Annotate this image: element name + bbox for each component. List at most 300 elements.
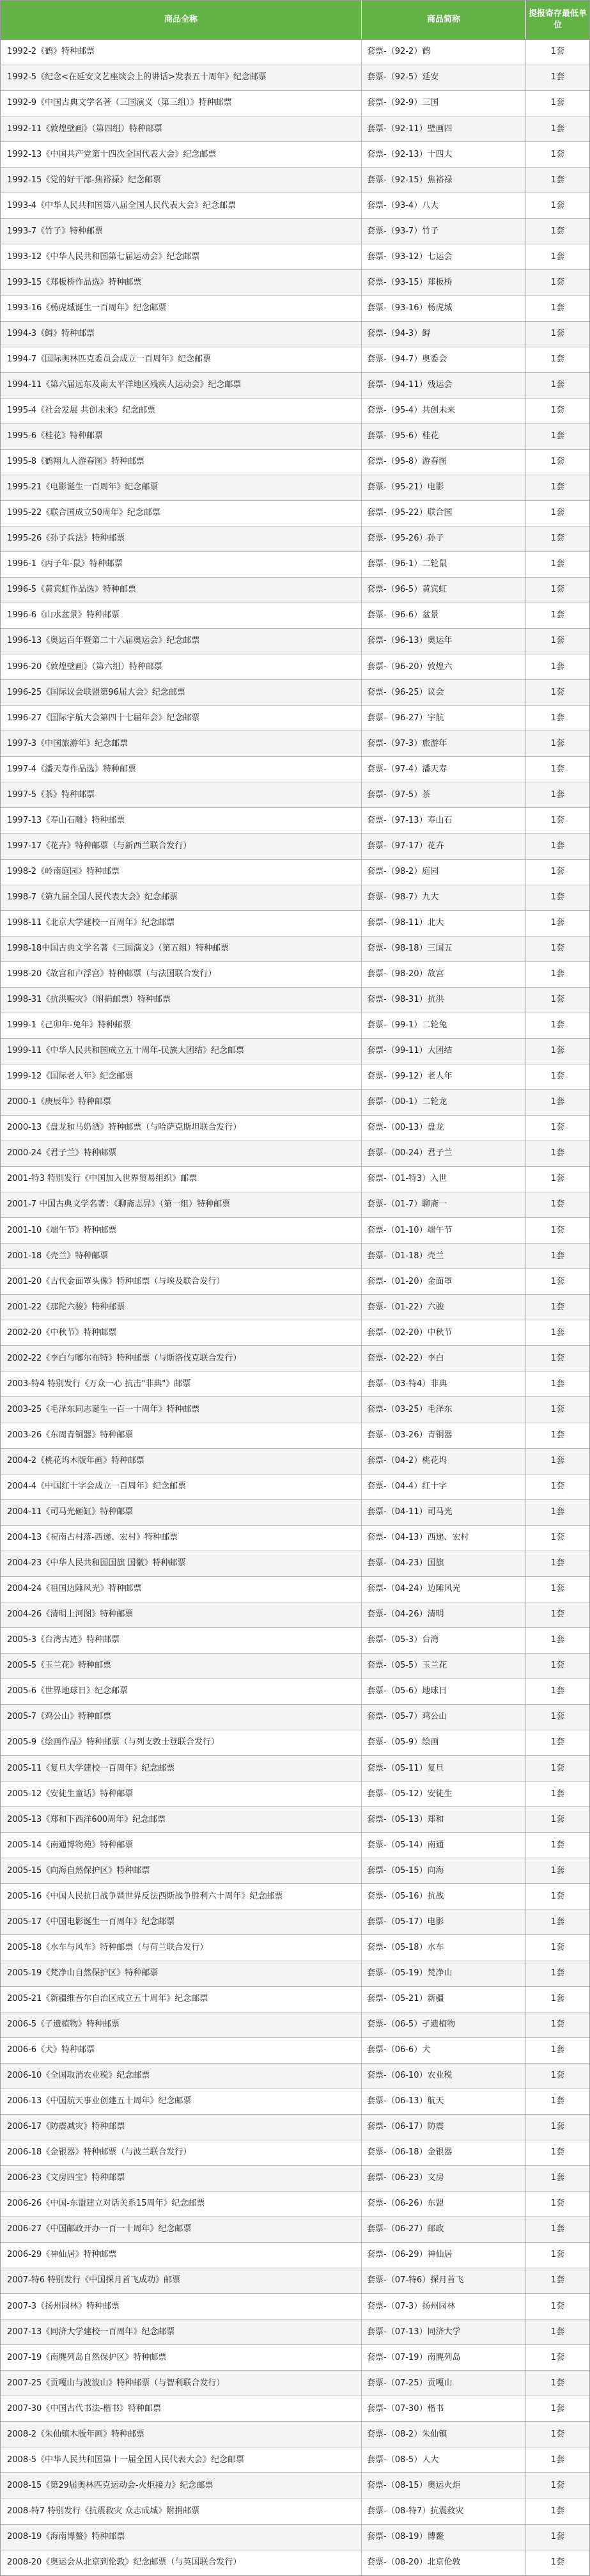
cell-product-name: 1992-5《纪念<在延安文艺座谈会上的讲话>发表五十周年》纪念邮票 [1,65,362,90]
cell-product-name: 1992-15《党的好干部-焦裕禄》纪念邮票 [1,168,362,193]
cell-product-short-name: 套票-（96-20）敦煌六 [362,654,526,679]
cell-min-unit: 1套 [550,1635,565,1645]
table-row [1,2268,589,2294]
cell-product-short-name: 套票-（97-5）茶 [362,782,526,807]
cell-min-unit: 1套 [550,47,565,57]
table-row [1,219,589,244]
cell-min-unit: 1套 [550,2429,565,2439]
table-row [1,475,589,501]
cell-min-unit: 1套 [550,1404,565,1414]
cell-product-name: 1996-5《黄宾虹作品选》特种邮票 [1,578,362,603]
column-header-name: 商品全称 [1,1,362,39]
cell-product-name: 2007-25《贡嘎山与波波山》特种邮票（与智利联合发行） [1,2371,362,2396]
table-row [1,885,589,911]
cell-min-unit: 1套 [550,969,565,979]
cell-product-name: 1996-20《敦煌壁画》（第六组）特种邮票 [1,654,362,679]
cell-product-short-name: 套票-（98-7）九大 [362,885,526,910]
cell-product-short-name: 套票-（07-特6）探月首飞 [362,2268,526,2293]
cell-product-name: 2001-10《端午节》特种邮票 [1,1218,362,1243]
cell-min-unit: 1套 [550,1455,565,1466]
table-row [1,578,589,603]
cell-product-short-name: 套票-（06-29）神仙居 [362,2243,526,2268]
cell-min-unit: 1套 [550,1225,565,1235]
cell-product-name: 1996-13《奥运百年暨第二十六届奥运会》纪念邮票 [1,629,362,654]
cell-min-unit: 1套 [550,764,565,774]
cell-min-unit: 1套 [550,2096,565,2106]
cell-product-name: 2001-20《古代金面罩头像》特种邮票（与埃及联合发行） [1,1269,362,1294]
cell-product-short-name: 套票-（01-7）聊斋一 [362,1192,526,1217]
cell-product-short-name: 套票-（06-18）金银器 [362,2140,526,2165]
table-row [1,1141,589,1167]
cell-product-name: 1999-1《己卯年-兔年》特种邮票 [1,1013,362,1038]
cell-product-short-name: 套票-（06-6）犬 [362,2038,526,2063]
cell-product-name: 1992-11《敦煌壁画》（第四组）特种邮票 [1,116,362,141]
cell-product-name: 2005-7《鸡公山》特种邮票 [1,1705,362,1730]
table-row [1,2396,589,2422]
cell-min-unit: 1套 [550,1968,565,1978]
cell-min-unit: 1套 [550,2403,565,2414]
cell-product-name: 1998-11《北京大学建校一百周年》纪念邮票 [1,911,362,936]
cell-product-short-name: 套票-（08-2）朱仙镇 [362,2422,526,2447]
table-row [1,373,589,399]
cell-product-name: 2004-4《中国红十字会成立一百周年》纪念邮票 [1,1474,362,1499]
cell-product-short-name: 套票-（03-25）毛泽东 [362,1397,526,1422]
cell-product-short-name: 套票-（05-5）玉兰花 [362,1654,526,1679]
table-row [1,2345,589,2371]
table-row [1,782,589,808]
cell-min-unit: 1套 [550,431,565,441]
cell-product-name: 1998-2《岭南庭园》特种邮票 [1,860,362,885]
cell-product-name: 2001-22《那陀六骏》特种邮票 [1,1295,362,1320]
cell-product-short-name: 套票-（01-18）壳兰 [362,1244,526,1268]
cell-product-name: 2005-3《台湾古迹》特种邮票 [1,1628,362,1653]
table-row [1,911,589,936]
table-row [1,1884,589,1909]
cell-product-name: 1997-4《潘天寿作品选》特种邮票 [1,757,362,782]
cell-product-short-name: 套票-（03-特4）非典 [362,1371,526,1396]
cell-product-short-name: 套票-（02-20）中秋节 [362,1320,526,1345]
cell-min-unit: 1套 [550,1148,565,1158]
cell-product-name: 2007-13《同济大学建校一百周年》纪念邮票 [1,2319,362,2344]
cell-product-short-name: 套票-（96-6）盆景 [362,603,526,628]
cell-product-name: 2004-23《中华人民共和国国旗 国徽》特种邮票 [1,1551,362,1576]
table-row [1,2550,589,2575]
table-row [1,654,589,680]
cell-min-unit: 1套 [550,533,565,544]
table-row [1,244,589,270]
cell-product-name: 1997-3《中国旅游年》纪念邮票 [1,731,362,756]
cell-product-name: 1994-11《第六届远东及南太平洋地区残疾人运动会》纪念邮票 [1,373,362,398]
cell-min-unit: 1套 [550,1302,565,1312]
cell-min-unit: 1套 [550,1789,565,1799]
cell-product-name: 2006-27《中国邮政开办一百一十周年》纪念邮票 [1,2217,362,2242]
cell-product-short-name: 套票-（04-26）清明 [362,1602,526,1627]
cell-product-short-name: 套票-（95-21）电影 [362,475,526,500]
table-row [1,706,589,731]
cell-min-unit: 1套 [550,98,565,108]
cell-product-name: 2005-9《绘画作品》特种邮票（与列支敦士登联合发行） [1,1730,362,1755]
column-header-short: 商品简称 [362,1,526,39]
cell-min-unit: 1套 [550,1071,565,1082]
cell-product-short-name: 套票-（92-15）焦裕禄 [362,168,526,193]
cell-min-unit: 1套 [550,1763,565,1773]
cell-product-name: 1994-3《鲟》特种邮票 [1,322,362,347]
cell-min-unit: 1套 [550,1584,565,1594]
table-row [1,65,589,91]
cell-product-name: 1995-21《电影诞生一百周年》纪念邮票 [1,475,362,500]
cell-product-name: 1996-6《山水盆景》特种邮票 [1,603,362,628]
cell-product-short-name: 套票-（01-10）端午节 [362,1218,526,1243]
cell-product-name: 2008-特7 特别发行《抗震救灾 众志成城》附捐邮票 [1,2499,362,2524]
table-row [1,2012,589,2038]
cell-product-name: 1998-20《故宫和卢浮宫》特种邮票（与法国联合发行） [1,962,362,987]
cell-min-unit: 1套 [550,661,565,672]
cell-min-unit: 1套 [550,1482,565,1491]
cell-min-unit: 1套 [550,917,565,928]
cell-min-unit: 1套 [550,1891,565,1901]
table-row [1,1679,589,1705]
table-row [1,1371,589,1397]
cell-product-name: 1993-12《中华人民共和国第七届运动会》纪念邮票 [1,244,362,269]
cell-product-name: 2008-5《中华人民共和国第十一届全国人民代表大会》纪念邮票 [1,2447,362,2472]
cell-product-name: 2006-18《金银器》特种邮票（与波兰联合发行） [1,2140,362,2165]
cell-product-name: 2004-24《祖国边陲风光》特种邮票 [1,1577,362,1602]
cell-product-name: 2006-5《子遗植物》特种邮票 [1,2012,362,2037]
cell-product-name: 1996-25《国际议会联盟第96届大会》纪念邮票 [1,680,362,705]
cell-min-unit: 1套 [550,482,565,493]
cell-product-name: 2006-10《全国取消农业税》纪念邮票 [1,2064,362,2089]
cell-product-name: 2005-11《复旦大学建校一百周年》纪念邮票 [1,1756,362,1781]
cell-product-name: 2002-20《中秋节》特种邮票 [1,1320,362,1345]
cell-product-name: 2006-17《防震减灾》特种邮票 [1,2115,362,2140]
cell-min-unit: 1套 [550,559,565,569]
cell-product-name: 1996-27《国际宇航大会第四十七届年会》纪念邮票 [1,706,362,731]
table-row [1,1705,589,1730]
cell-product-name: 1995-6《桂花》特种邮票 [1,424,362,449]
table-row [1,1628,589,1654]
table-row [1,1833,589,1858]
table-row [1,680,589,706]
cell-product-short-name: 套票-（04-23）国旗 [362,1551,526,1576]
cell-min-unit: 1套 [550,406,565,416]
table-row [1,1346,589,1371]
cell-product-short-name: 套票-（08-5）人大 [362,2447,526,2472]
table-row [1,2319,589,2345]
cell-product-name: 2004-11《司马光砸缸》特种邮票 [1,1500,362,1525]
cell-product-short-name: 套票-（93-7）竹子 [362,219,526,244]
cell-product-name: 2006-23《文房四宝》特种邮票 [1,2166,362,2191]
cell-product-name: 1995-22《联合国成立50周年》纪念邮票 [1,501,362,526]
cell-product-name: 2001-18《壳兰》特种邮票 [1,1244,362,1268]
table-row [1,757,589,782]
cell-product-short-name: 套票-（05-16）抗战 [362,1884,526,1909]
cell-min-unit: 1套 [550,1558,565,1569]
table-row [1,2473,589,2499]
table-row [1,2294,589,2319]
cell-min-unit: 1套 [550,2352,565,2362]
cell-min-unit: 1套 [550,2378,565,2388]
cell-product-short-name: 套票-（98-20）故宫 [362,962,526,987]
cell-min-unit: 1套 [550,2019,565,2029]
cell-product-short-name: 套票-（05-14）南通 [362,1833,526,1858]
table-row [1,270,589,296]
cell-product-name: 2003-25《毛泽东同志诞生一百一十周年》特种邮票 [1,1397,362,1422]
cell-product-name: 2001-特3 特别发行《中国加入世界贸易组织》邮票 [1,1167,362,1192]
cell-min-unit: 1套 [550,1251,565,1261]
cell-product-name: 1997-13《寿山石雕》特种邮票 [1,808,362,833]
cell-product-short-name: 套票-（08-特7）抗震救灾 [362,2499,526,2524]
cell-product-short-name: 套票-（95-8）游春图 [362,450,526,475]
table-row [1,1858,589,1884]
cell-product-short-name: 套票-（92-13）十四大 [362,142,526,167]
table-row [1,1423,589,1449]
cell-min-unit: 1套 [550,379,565,390]
cell-min-unit: 1套 [550,149,565,159]
cell-min-unit: 1套 [550,2199,565,2209]
cell-min-unit: 1套 [550,738,565,748]
cell-product-name: 2004-13《祝南古村落-西递、宏村》特种邮票 [1,1526,362,1551]
cell-product-name: 2001-7 中国古典文学名著：《聊斋志异》（第一组）特种邮票 [1,1192,362,1217]
table-row [1,40,589,65]
table-row [1,1577,589,1602]
cell-product-name: 1993-7《竹子》特种邮票 [1,219,362,244]
cell-product-short-name: 套票-（96-13）奥运年 [362,629,526,654]
cell-min-unit: 1套 [550,1661,565,1671]
cell-product-short-name: 套票-（04-2）桃花坞 [362,1449,526,1474]
cell-product-short-name: 套票-（05-21）新疆 [362,1987,526,2012]
cell-min-unit: 1套 [550,713,565,723]
cell-product-short-name: 套票-（07-30）楷书 [362,2396,526,2421]
cell-min-unit: 1套 [550,1379,565,1389]
table-row [1,731,589,757]
table-row [1,1192,589,1218]
table-row [1,526,589,552]
cell-min-unit: 1套 [550,1865,565,1876]
cell-product-name: 1993-16《杨虎城诞生一百周年》纪念邮票 [1,296,362,320]
cell-product-name: 2005-15《向海自然保护区》特种邮票 [1,1858,362,1883]
cell-product-short-name: 套票-（05-17）电影 [362,1909,526,1934]
cell-min-unit: 1套 [550,457,565,467]
cell-min-unit: 1套 [550,2480,565,2490]
table-row [1,2064,589,2089]
cell-product-name: 2006-6《犬》特种邮票 [1,2038,362,2063]
cell-product-name: 2002-22《李白与嘟尔布特》特种邮票（与斯洛伐克联合发行） [1,1346,362,1371]
cell-product-name: 2005-6《世界地球日》纪念邮票 [1,1679,362,1704]
cell-product-short-name: 套票-（92-9）三国 [362,91,526,116]
cell-min-unit: 1套 [550,2173,565,2183]
cell-product-name: 2005-16《中国人民抗日战争暨世界反法西斯战争胜利六十周年》纪念邮票 [1,1884,362,1909]
cell-product-short-name: 套票-（01-22）六骏 [362,1295,526,1320]
cell-min-unit: 1套 [550,687,565,697]
cell-product-short-name: 套票-（05-15）向海 [362,1858,526,1883]
table-row [1,936,589,962]
cell-min-unit: 1套 [550,1533,565,1543]
cell-product-short-name: 套票-（08-19）博鳌 [362,2525,526,2550]
table-row [1,2422,589,2447]
cell-product-short-name: 套票-（99-12）老人年 [362,1064,526,1089]
cell-product-name: 2005-14《南通博物苑》特种邮票 [1,1833,362,1858]
cell-product-short-name: 套票-（04-4）红十字 [362,1474,526,1499]
table-row [1,552,589,578]
cell-min-unit: 1套 [550,277,565,287]
cell-min-unit: 1套 [550,328,565,338]
cell-product-name: 1994-7《国际奥林匹克委员会成立一百周年》纪念邮票 [1,347,362,372]
cell-min-unit: 1套 [550,1353,565,1363]
table-row [1,1090,589,1116]
cell-product-name: 2005-5《玉兰花》特种邮票 [1,1654,362,1679]
cell-product-name: 1992-2《鹤》特种邮票 [1,40,362,65]
table-row [1,1320,589,1346]
cell-product-short-name: 套票-（98-11）北大 [362,911,526,936]
cell-product-name: 2005-18《水车与风车》特种邮票（与荷兰联合发行） [1,1935,362,1960]
cell-product-name: 1995-26《孙子兵法》特种邮票 [1,526,362,551]
cell-product-short-name: 套票-（95-6）桂花 [362,424,526,449]
cell-min-unit: 1套 [550,1097,565,1107]
table-row [1,1167,589,1192]
cell-product-name: 2008-20《奥运会从北京到伦敦》纪念邮票（与英国联合发行） [1,2550,362,2575]
cell-product-short-name: 套票-（04-24）边陲风光 [362,1577,526,1602]
cell-product-short-name: 套票-（02-22）李白 [362,1346,526,1371]
cell-product-short-name: 套票-（03-26）青铜器 [362,1423,526,1448]
cell-product-name: 1992-9《中国古典文学名著（三国演义（第三组）》特种邮票 [1,91,362,116]
cell-product-name: 1993-4《中华人民共和国第八届全国人民代表大会》纪念邮票 [1,193,362,218]
cell-min-unit: 1套 [550,1276,565,1286]
table-row [1,1295,589,1320]
cell-min-unit: 1套 [550,2531,565,2541]
cell-product-short-name: 套票-（05-18）水车 [362,1935,526,1960]
cell-product-short-name: 套票-（94-3）鲟 [362,322,526,347]
cell-product-short-name: 套票-（08-20）北京伦敦 [362,2550,526,2575]
cell-product-short-name: 套票-（07-25）贡嘎山 [362,2371,526,2396]
table-header [1,1,589,40]
table-row [1,347,589,373]
cell-min-unit: 1套 [550,636,565,646]
cell-min-unit: 1套 [550,1840,565,1850]
cell-product-short-name: 套票-（98-31）抗洪 [362,988,526,1013]
table-row [1,296,589,321]
cell-product-name: 1997-17《花卉》特种邮票（与新西兰联合发行） [1,834,362,858]
cell-product-short-name: 套票-（93-16）杨虎城 [362,296,526,320]
cell-product-short-name: 套票-（06-17）防震 [362,2115,526,2140]
table-row [1,1244,589,1269]
cell-product-short-name: 套票-（97-17）花卉 [362,834,526,858]
cell-min-unit: 1套 [550,1020,565,1031]
cell-min-unit: 1套 [550,2071,565,2081]
table-row [1,1064,589,1090]
cell-min-unit: 1套 [550,508,565,518]
cell-product-short-name: 套票-（06-10）农业税 [362,2064,526,2089]
table-row [1,808,589,834]
table-row [1,450,589,475]
cell-product-name: 2005-19《梵净山自然保护区》特种邮票 [1,1961,362,1986]
cell-min-unit: 1套 [550,1327,565,1338]
cell-product-short-name: 套票-（05-9）绘画 [362,1730,526,1755]
cell-product-short-name: 套票-（94-7）奥委会 [362,347,526,372]
table-row [1,1013,589,1039]
cell-product-short-name: 套票-（97-4）潘天寿 [362,757,526,782]
cell-product-short-name: 套票-（96-25）议会 [362,680,526,705]
table-row [1,603,589,629]
cell-product-name: 2005-13《郑和下西洋600周年》纪念邮票 [1,1807,362,1832]
cell-product-name: 2006-26《中国-东盟建立对话关系15周年》纪念邮票 [1,2192,362,2216]
cell-min-unit: 1套 [550,892,565,902]
table-row [1,2243,589,2268]
cell-min-unit: 1套 [550,2122,565,2132]
cell-product-short-name: 套票-（92-2）鹤 [362,40,526,65]
table-row [1,1449,589,1474]
cell-product-name: 2006-13《中国航天事业创建五十周年》纪念邮票 [1,2089,362,2114]
cell-min-unit: 1套 [550,251,565,262]
cell-min-unit: 1套 [550,995,565,1005]
table-row [1,1397,589,1423]
cell-product-short-name: 套票-（06-27）邮政 [362,2217,526,2242]
cell-product-short-name: 套票-（06-26）东盟 [362,2192,526,2216]
cell-product-name: 2007-3《扬州园林》特种邮票 [1,2294,362,2319]
table-row [1,2371,589,2396]
cell-product-name: 2005-17《中国电影诞生一百周年》纪念邮票 [1,1909,362,1934]
table-row [1,1961,589,1987]
cell-product-short-name: 套票-（97-3）旅游年 [362,731,526,756]
cell-product-name: 2007-30《中国古代书法-楷书》特种邮票 [1,2396,362,2421]
table-row [1,2192,589,2217]
cell-product-name: 2004-26《清明上河图》特种邮票 [1,1602,362,1627]
cell-product-name: 1993-15《郑板桥作品选》特种邮票 [1,270,362,295]
cell-product-short-name: 套票-（98-18）三国五 [362,936,526,961]
cell-min-unit: 1套 [550,1737,565,1748]
table-row [1,1116,589,1141]
cell-product-short-name: 套票-（04-11）司马光 [362,1500,526,1525]
cell-min-unit: 1套 [550,585,565,595]
cell-min-unit: 1套 [550,123,565,134]
cell-product-name: 2008-19《海南博鳌》特种邮票 [1,2525,362,2550]
cell-product-name: 2007-特6 特别发行《中国探月首飞成功》邮票 [1,2268,362,2293]
cell-product-name: 2006-29《神仙居》特种邮票 [1,2243,362,2268]
cell-product-short-name: 套票-（96-27）宇航 [362,706,526,731]
cell-product-name: 1999-12《国际老人年》纪念邮票 [1,1064,362,1089]
cell-min-unit: 1套 [550,1916,565,1927]
cell-product-short-name: 套票-（98-2）庭园 [362,860,526,885]
table-row [1,2499,589,2525]
table-row [1,1730,589,1756]
cell-min-unit: 1套 [550,1430,565,1440]
table-row [1,1526,589,1551]
cell-product-short-name: 套票-（95-26）孙子 [362,526,526,551]
cell-product-name: 2008-2《朱仙镇木版年画》特种邮票 [1,2422,362,2447]
cell-product-short-name: 套票-（95-22）联合国 [362,501,526,526]
table-row [1,1756,589,1782]
cell-min-unit: 1套 [550,72,565,83]
cell-product-short-name: 套票-（07-13）同济大学 [362,2319,526,2344]
table-row [1,1039,589,1064]
cell-min-unit: 1套 [550,1712,565,1722]
cell-product-short-name: 套票-（06-5）孑遗植物 [362,2012,526,2037]
cell-product-short-name: 套票-（93-4）八大 [362,193,526,218]
cell-min-unit: 1套 [550,2147,565,2158]
cell-product-short-name: 套票-（05-19）梵净山 [362,1961,526,1986]
cell-min-unit: 1套 [550,1686,565,1696]
cell-min-unit: 1套 [550,303,565,313]
cell-min-unit: 1套 [550,789,565,800]
column-header-unit: 提报寄存最低单位 [529,9,587,30]
cell-product-name: 2003-26《东周青铜器》特种邮票 [1,1423,362,1448]
table-row [1,1474,589,1500]
cell-product-short-name: 套票-（93-15）郑板桥 [362,270,526,295]
cell-product-short-name: 套票-（00-13）盘龙 [362,1116,526,1141]
table-row [1,1602,589,1628]
table-row [1,2038,589,2064]
table-row [1,142,589,168]
table-row [1,1782,589,1807]
